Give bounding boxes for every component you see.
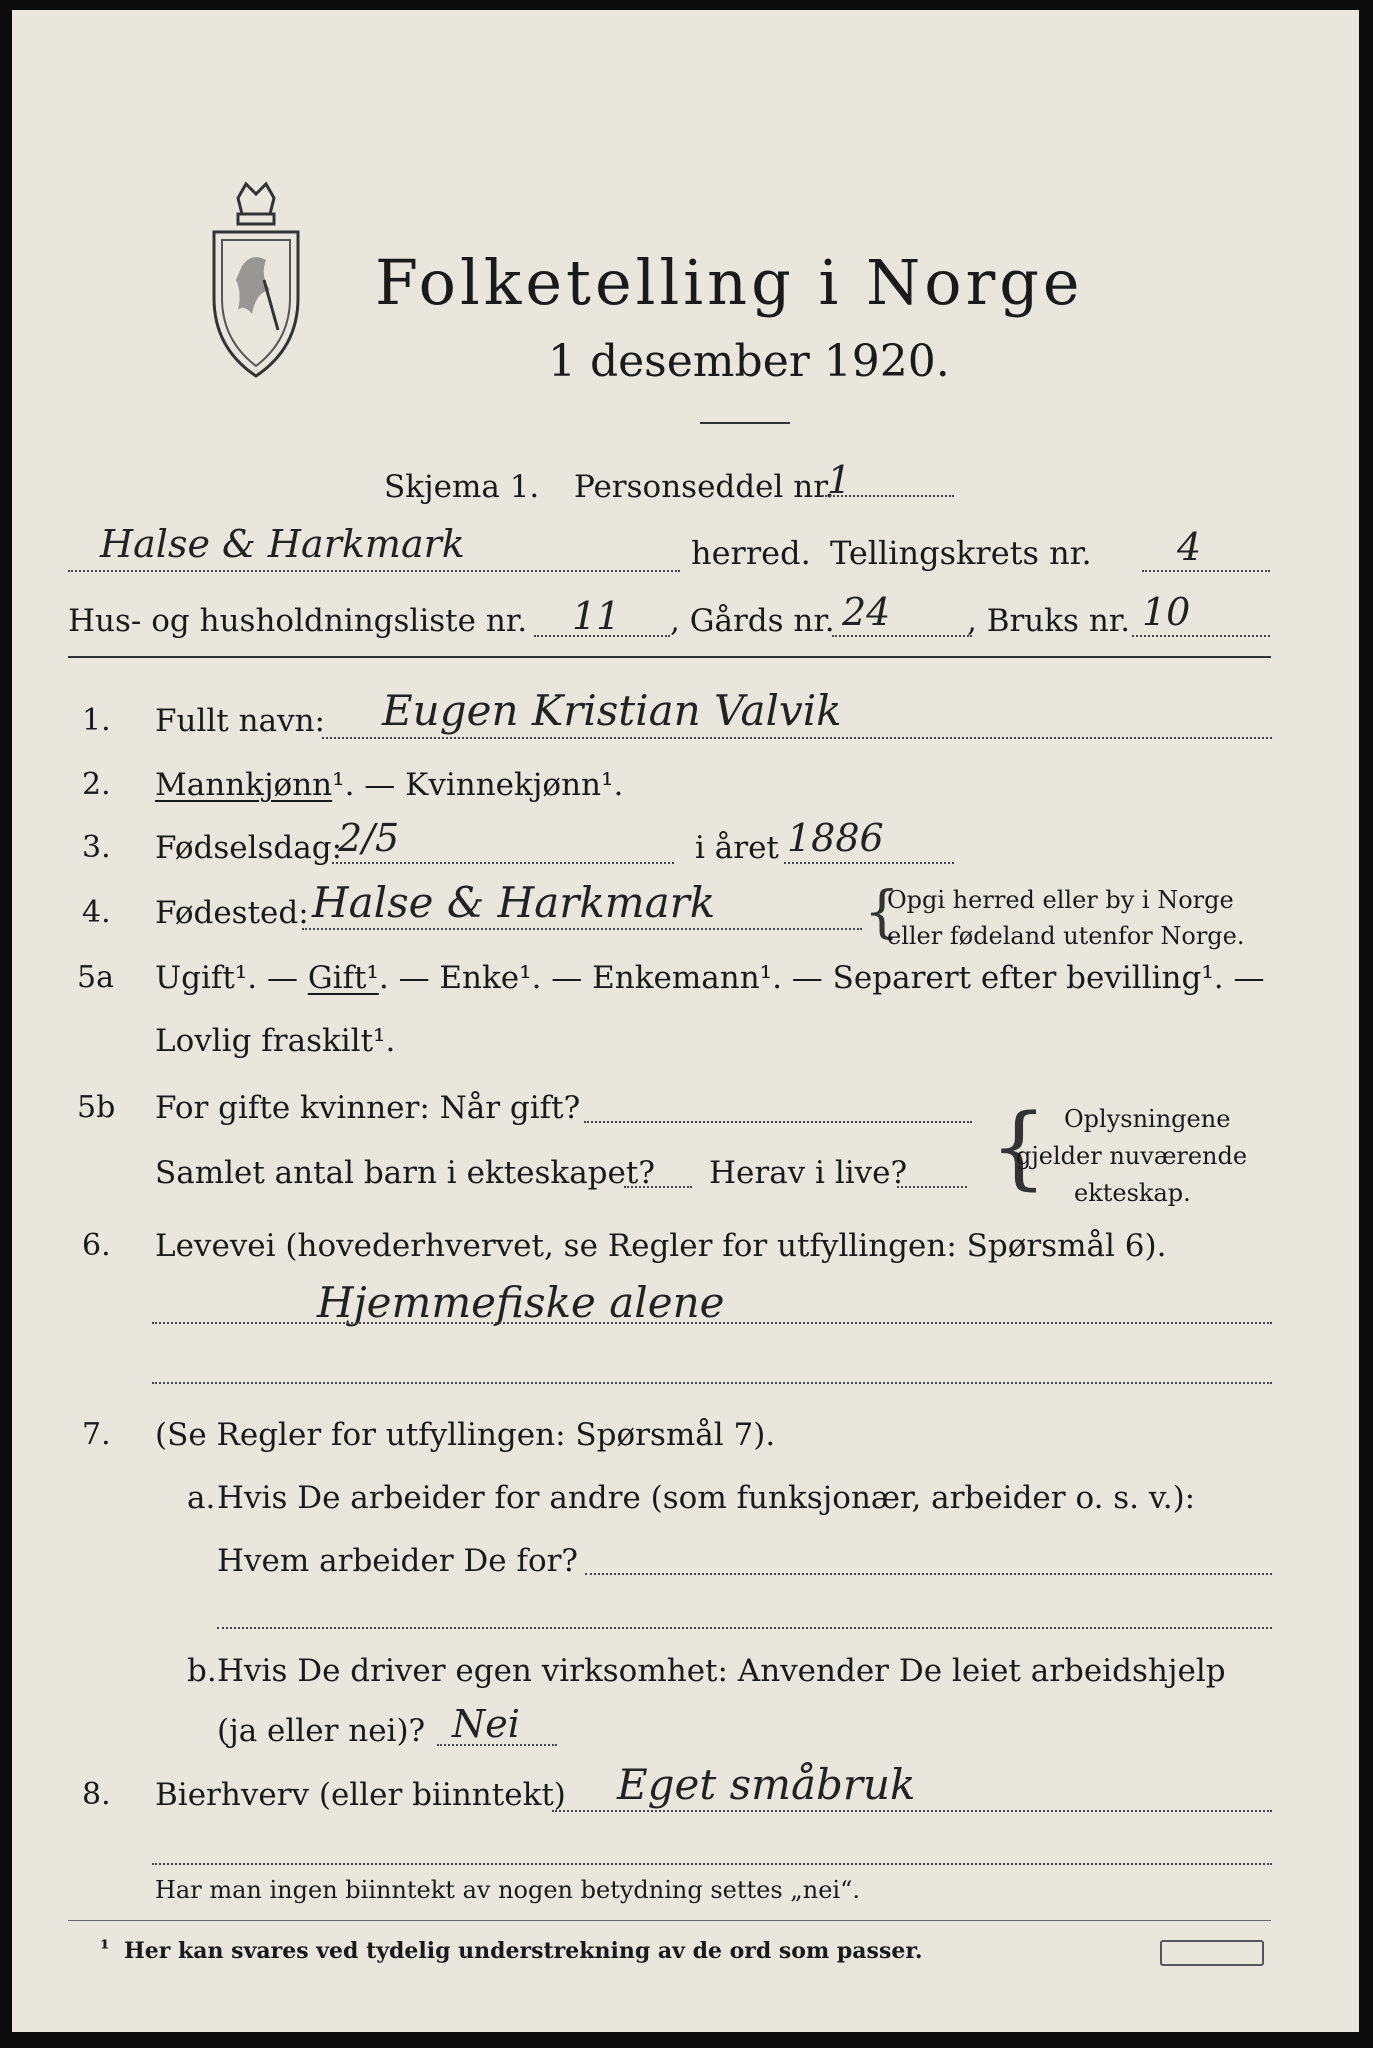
q5b-note1: Oplysningene (1064, 1105, 1231, 1133)
q4-line (302, 928, 862, 930)
q6-value[interactable]: Hjemmefiske alene (317, 1278, 725, 1327)
schema-label: Skjema 1. (384, 469, 540, 505)
q5b-note2: gjelder nuværende (1016, 1142, 1248, 1170)
herred-label: herred. (691, 534, 811, 572)
q2-options (155, 767, 623, 803)
q1-number: 1. (82, 703, 111, 738)
q3-day-line (332, 862, 674, 864)
footnote-text: Her kan svares ved tydelig understrekning av de ord som passer. (124, 1938, 923, 1964)
personseddel-value[interactable]: 1 (827, 458, 852, 502)
q7-label: (Se Regler for utfyllingen: Spørsmål 7). (155, 1417, 776, 1453)
q7b-letter: b. (187, 1653, 217, 1689)
q3-year-value[interactable]: 1886 (787, 816, 884, 860)
ugift-option[interactable]: Ugift¹. — (155, 960, 308, 996)
q7a-line2 (217, 1627, 1272, 1629)
female-option[interactable]: Kvinnekjønn¹. (405, 767, 624, 803)
q5a-other-options[interactable]: . — Enke¹. — Enkemann¹. — Separert efter bevilling¹. — (378, 960, 1265, 996)
footnote-marker: ¹ (100, 1936, 110, 1962)
gards-label: , Gårds nr. (670, 603, 835, 639)
q7a-letter: a. (187, 1480, 216, 1516)
herred-value[interactable]: Halse & Harkmark (100, 522, 465, 566)
male-option[interactable]: Mannkjønn (155, 767, 333, 803)
q3-day-value[interactable]: 2/5 (338, 816, 400, 860)
q4-note-line1: Opgi herred eller by i Norge (887, 886, 1234, 914)
q7b-label1: Hvis De driver egen virksomhet: Anvender De leiet arbeidshjelp (217, 1653, 1226, 1689)
q4-note-line2: eller fødeland utenfor Norge. (887, 922, 1245, 950)
q1-value[interactable]: Eugen Kristian Valvik (382, 686, 842, 735)
q2-number: 2. (82, 767, 111, 802)
q5b-number: 5b (77, 1090, 116, 1125)
q5b-label2: Samlet antal barn i ekteskapet? (155, 1155, 655, 1191)
q8-line1 (552, 1810, 1272, 1812)
q6-label: Levevei (hovederhvervet, se Regler for utfyllingen: Spørsmål 6). (155, 1228, 1167, 1264)
footnote-divider (68, 1920, 1271, 1921)
q3-year-line (784, 862, 954, 864)
husliste-value[interactable]: 11 (572, 594, 621, 638)
tellingskrets-line (1142, 570, 1270, 572)
q5b-label1: For gifte kvinner: Når gift? (155, 1090, 581, 1126)
q4-number: 4. (82, 895, 111, 930)
q8-value[interactable]: Eget småbruk (617, 1760, 916, 1809)
husliste-label: Hus- og husholdningsliste nr. (68, 603, 528, 639)
census-form (12, 10, 1359, 2032)
census-date: 1 desember 1920. (548, 336, 950, 387)
q8-line2 (152, 1863, 1272, 1865)
bruks-line (1132, 635, 1270, 637)
personseddel-label: Personseddel nr. (574, 469, 835, 505)
tellingskrets-label: Tellingskrets nr. (830, 534, 1092, 572)
q6-line2 (152, 1382, 1272, 1384)
q2-separator: ¹. — (332, 767, 406, 803)
q1-line (322, 737, 1272, 739)
q8-number: 8. (82, 1777, 111, 1812)
gards-line (832, 635, 972, 637)
q1-label: Fullt navn: (155, 703, 325, 739)
gift-option[interactable]: Gift¹ (307, 960, 379, 996)
q6-number: 6. (82, 1228, 111, 1263)
title-divider (700, 422, 790, 424)
q5b-alive-line (897, 1186, 967, 1188)
bruks-label: , Bruks nr. (967, 603, 1131, 639)
q7a-label1: Hvis De arbeider for andre (som funksjonær, arbeider o. s. v.): (217, 1480, 1196, 1516)
q7-number: 7. (82, 1417, 111, 1452)
q5a-line2[interactable]: Lovlig fraskilt¹. (155, 1023, 396, 1059)
q5b-brace: { (990, 1095, 1048, 1200)
q5b-note3: ekteskap. (1074, 1179, 1191, 1207)
q3-label: Fødselsdag: (155, 830, 343, 866)
q3-year-label: i året (695, 830, 779, 866)
q7a-label2: Hvem arbeider De for? (217, 1543, 579, 1579)
q5a-options (155, 960, 1264, 996)
q3-number: 3. (82, 830, 111, 865)
herred-line (68, 570, 680, 572)
coat-of-arms-icon (208, 180, 304, 380)
bruks-value[interactable]: 10 (1142, 590, 1191, 634)
q6-line1 (152, 1322, 1272, 1324)
gards-value[interactable]: 24 (842, 590, 891, 634)
printer-stamp (1160, 1940, 1264, 1966)
q4-brace: { (864, 880, 900, 945)
q5b-children-line (624, 1186, 692, 1188)
q7a-line1 (585, 1573, 1272, 1575)
q5b-label3: Herav i live? (709, 1155, 908, 1191)
form-title: Folketelling i Norge (375, 246, 1084, 319)
q8-label: Bierhverv (eller biinntekt) (155, 1777, 566, 1813)
tellingskrets-value[interactable]: 4 (1177, 525, 1202, 569)
header-divider (68, 656, 1271, 658)
biinntekt-note: Har man ingen biinntekt av nogen betydning settes „nei“. (155, 1876, 860, 1904)
q7b-label2: (ja eller nei)? (217, 1713, 426, 1749)
q5a-number: 5a (77, 960, 114, 995)
q4-label: Fødested: (155, 895, 309, 931)
q7b-value[interactable]: Nei (452, 1702, 520, 1746)
q5b-married-line (584, 1121, 972, 1123)
q4-value[interactable]: Halse & Harkmark (312, 878, 716, 927)
